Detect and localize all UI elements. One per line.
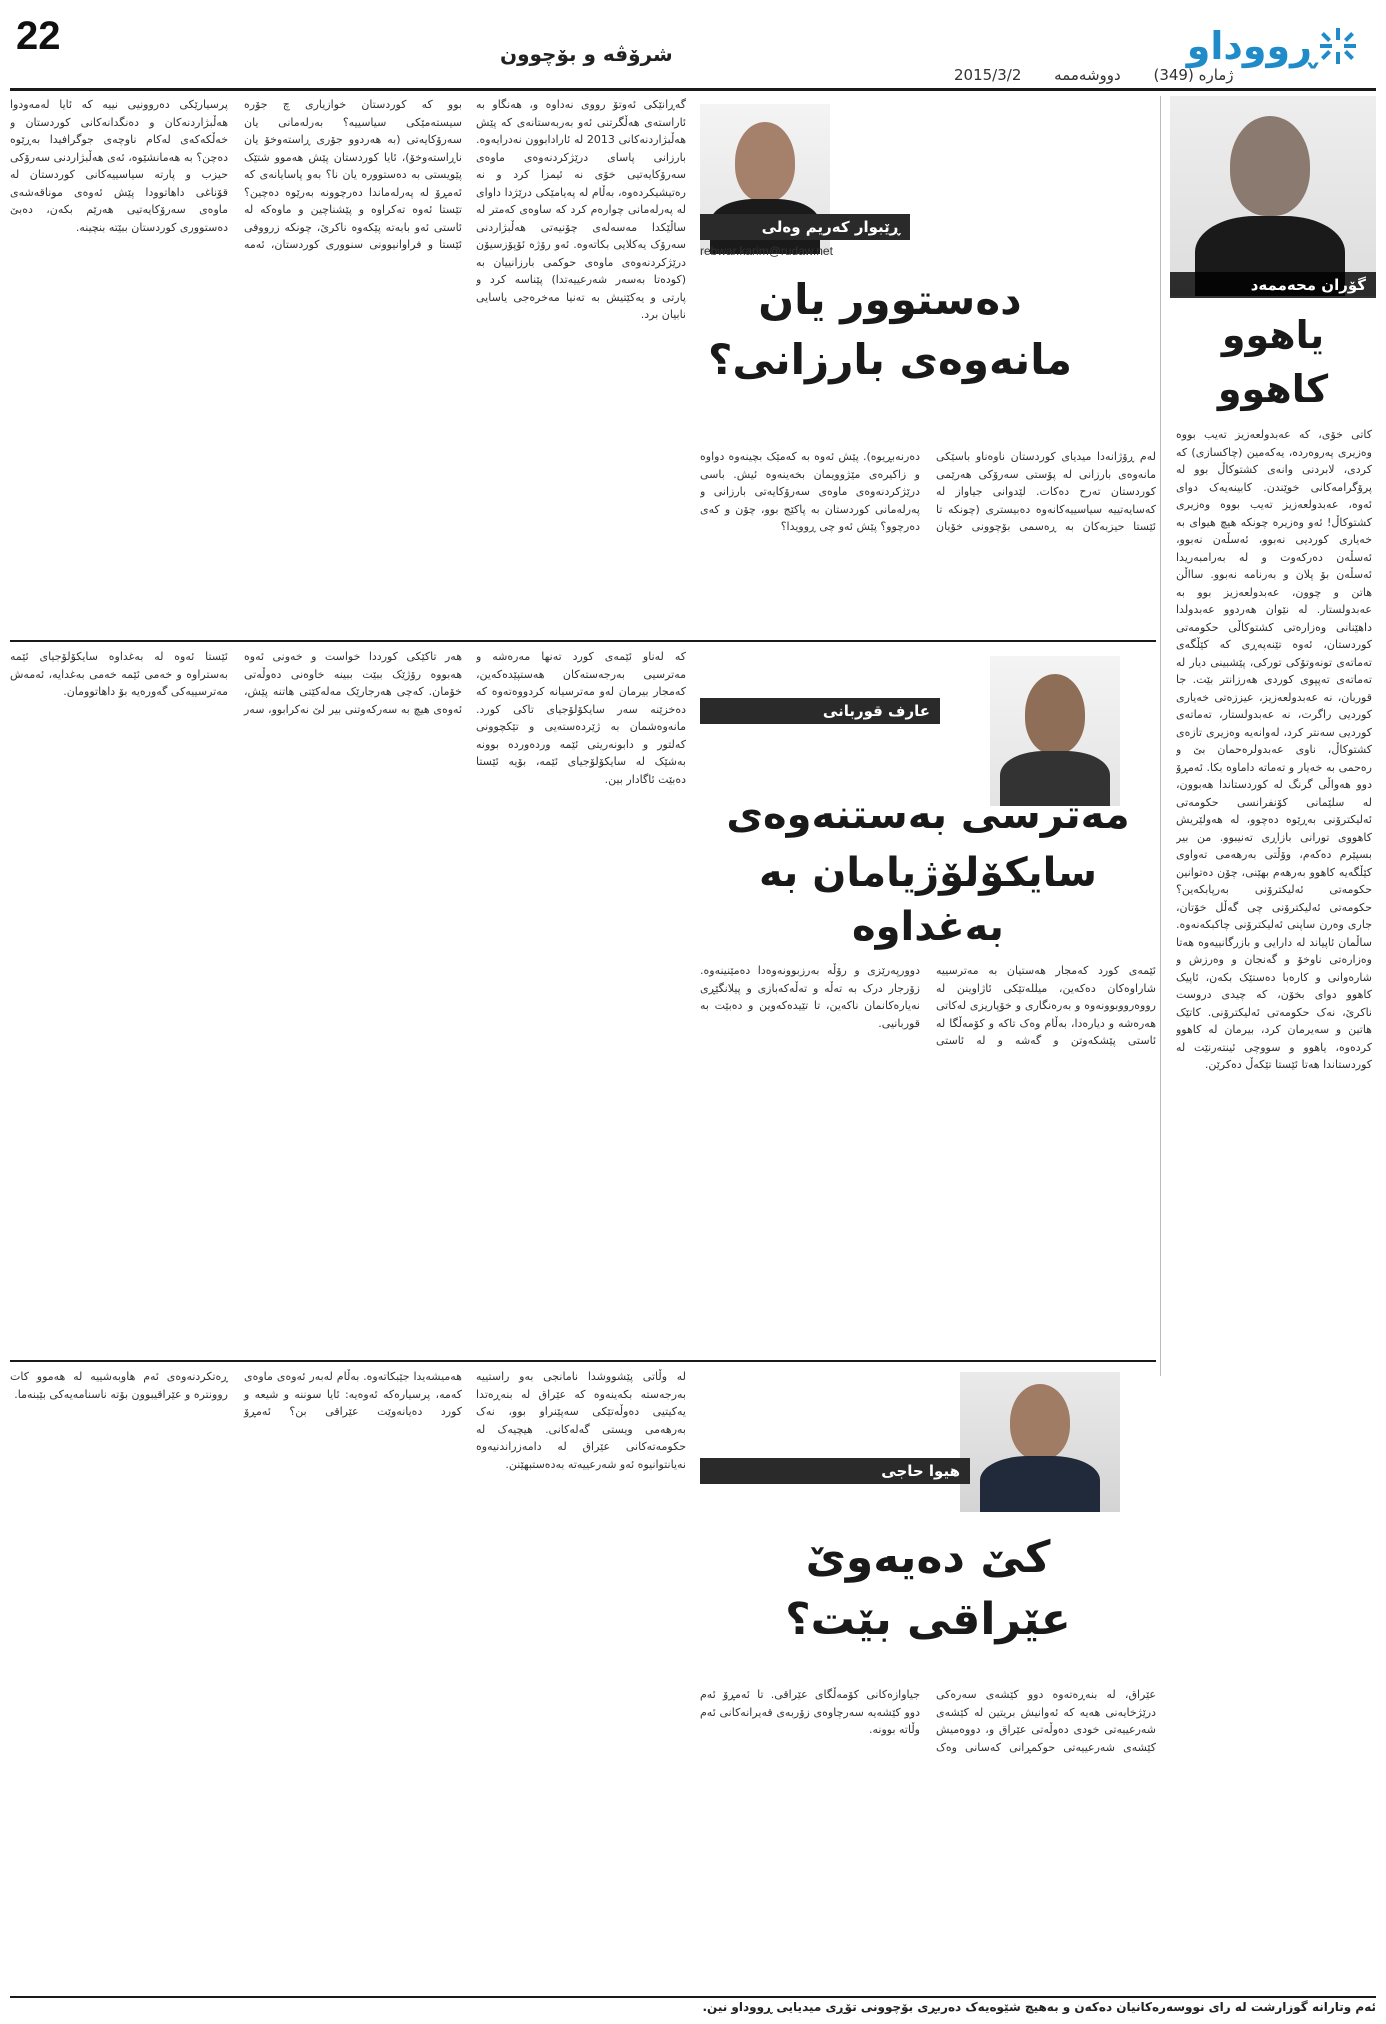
issue-weekday: دووشەممە (1054, 66, 1121, 84)
headline-hiwa-line2: عێراقی بێت؟ (785, 1594, 1071, 1645)
headline-goran-line2: کاهوو (1217, 367, 1329, 411)
author-name-rebwar: ڕێبوار کەریم وەلی (700, 214, 910, 240)
footer-rule (10, 1996, 1376, 1998)
headline-rebwar-line1: دەستوور یان (758, 275, 1022, 324)
article-arif (10, 648, 1156, 1348)
article-goran (1170, 96, 1376, 1376)
article-body-arif-middle: کە لەناو ئێمەی کورد تەنها مەرەشە و مەترسیی بەرجەستەکان هەستپێدەکەین، کەمجار بیرمان لەو مەترسیانە کردووەتەوە کە دەخزێنە سەر سایکۆلۆجیای تاکی کورد. مانەوەشمان بە ژێردەستەیی و تێکچوونی کەلتور و دابونەریتی ئێمە وردەوردە بوونە بەشێک لە سایکۆلۆجیای ئێمە، بۆیە ئێستا دەبێت ئاگادار بین. (476, 650, 686, 786)
headline-arif-line1: مەترسی بەستنەوەی (726, 792, 1130, 838)
issue-info (940, 66, 1248, 84)
author-name-arif: عارف قوربانی (700, 698, 940, 724)
logo-text: ڕووداو (1186, 24, 1316, 68)
headline-goran-line1: یاهوو (1221, 313, 1325, 357)
headline-rebwar-line2: مانەوەی بارزانی؟ (708, 335, 1072, 384)
article-hiwa (10, 1368, 1376, 1990)
author-photo-hiwa[interactable] (960, 1372, 1120, 1512)
section-title: شرۆڤە و بۆچوون (500, 42, 673, 66)
header-rule (10, 88, 1376, 91)
author-photo-goran[interactable] (1170, 96, 1376, 296)
issue-number: ژمارە (349) (1153, 66, 1234, 84)
article-body-rebwar-middle: گەڕانێکی ئەوتۆ رووی نەداوە و، هەنگاو بە ئاراستەی هەڵگرتنی ئەو بەربەستانەی کە پێش هەڵبژاردنەکانی 2013 لە ئارادابوون نەدرایەوە. بارزانی پاسای درێژکردنەوەی ماوەی سەرۆکایەتیی خۆی نە ئیمزا کرد و نە رەتیشیکردەوە، بەڵام لە پەیامێکی درێژدا داوای لە پەرلەمانی چوارەم کرد کە ساوەی کەمتر لە ساڵێکدا مەسەلەی چۆنیەتی هەڵبژاردنی سەرۆک یەکلایی بکاتەوە. ئەو رۆژە ئۆپۆزسیۆن درێژکردنەوەی ماوەی حوکمی بارزانییان بە (کودەتا بەسەر شەرعییەتدا) پێناسە کرد و پارتی و یەکێتیش بە تەنیا مەخرەجی یاسایی نابیان برد. (476, 98, 686, 321)
headline-arif-line2: سایکۆلۆژیامان بە بەغداوە (758, 850, 1097, 950)
article-body-arif-left: هەر تاکێکی کورددا خواست و خەونی ئەوە هەبووە رۆژێک ببێت ببینە خاوەنی دەوڵەتی خۆمان. کەچی هەرجارێک مەلەکێتی هاتنە پێش، ئەوەی هیچ بە سەرکەوتنی بیر لێ نەکرابوو، سەر ئێستا ئەوە لە بەغداوە سایکۆلۆجیای ئێمە بەستراوە و خەمی ئێمە خەمی بەغدایە، ئەمەش مەترسییەکی گەورەیە بۆ داهاتوومان. (10, 650, 462, 716)
article-body-hiwa-middle: لە وڵاتی پێشووشدا نامانجی بەو راستییە بەرجەستە بکەینەوە کە عێراق لە بنەڕەتدا یەکیتیی دەوڵەتێکی سەپێنراو بوو، نەک بەرهەمی ویستی گەلەکانی. هیچیەک لە حکومەتەکانی عێراق لە دامەزراندنیەوە نەیانتوانیوە ئەو شەرعییەتە بەدەستبهێنن. (476, 1370, 686, 1471)
article-divider (10, 1360, 1156, 1362)
page-number: 22 (16, 14, 61, 58)
article-body-rebwar-right: لەم ڕۆژانەدا میدیای کوردستان ناوەناو باسێکی مانەوەی بارزانی لە پۆستی سەرۆکی هەرێمی کوردستان تەرح دەکات. لێدوانی جیاواز لە کەسایەتییە سیاسییەکانەوە دەبیستری (چونکە تا ئێستا حیزبەکان بە ڕەسمی بۆچوونی خۆیان دەرنەبڕیوە). پێش ئەوە بە کەمێک بچینەوە دواوە و زاکیرەی مێژوویمان بخەینەوە ئیش. باسی درێژکردنەوەی ماوەی سەرۆکایەتی بارزانی و پەرلەمانی کوردستان بە پاکێج بوو، چۆن و کەی دەرچوو؟ پێش ئەو چی ڕوویدا؟ (700, 450, 1156, 533)
article-rebwar (10, 96, 1156, 636)
author-name-hiwa: هیوا حاجی (700, 1458, 970, 1484)
article-body-hiwa-left: هەمیشەیدا جێبکاتەوە. بەڵام لەبەر ئەوەی ماوەی کەمە، پرسیارەکە ئەوەیە: ئایا سوننە و شیعە و کورد دەیانەوێت عێراقی بن؟ ئەمڕۆ ڕەتکردنەوەی ئەم هاوبەشییە لە هەموو کات روونترە و عێراقیبوون بۆتە ناسنامەیەکی بێبنەما. (10, 1370, 462, 1418)
logo-burst-icon (1318, 26, 1358, 66)
author-photo-arif[interactable] (990, 656, 1120, 806)
author-name-goran: گۆران محەممەد (1170, 272, 1376, 298)
headline-hiwa-line1: کێ دەیەوێ (805, 1532, 1051, 1583)
article-body-rebwar-left: بوو کە کوردستان خوازیاری چ جۆرە سیستەمێکی سیاسییە؟ بەرلەمانی یان سەرۆکایەتی (بە هەردوو جۆری ڕاستەوخۆ یان ناڕاستەوخۆ)، ئایا کوردستان پێش هەموو شتێک پێویستی بە دەستوورە یان نا؟ بەو پاسایانەی کە ئەمڕۆ لە پەرلەماندا دەرچوونە بەرێوە دەچین؟ تێستا ئەوە تەکراوە و پێشناچین و ماوەکە لە ئاستی ئەو بابەتە پێکەوە ناکرێ، چونکە زرووفی ئێستا و فراوانیوونی سنووری کوردستان، ئەمە پرسیارێکی دەروونیی نییە کە ئایا لەمەودوا هەڵبژاردنەکان و دەنگدانەکانی کوردستان و خەڵکەکەی لەکام ناوچەی جوگرافیدا بەڕێوە دەچن؟ بە هەمانشێوە، ئەی هەڵبژاردنی سەرۆکی حیزب و پارتە سیاسییەکانی کوردستان لە قۆناغی داهاتوودا پێش ئەوەی موناقەشەی ماوەی سەرۆکایەتیی هەرێم بکەن، دەبێ دەستووری کوردستان ببێتە بنچینە. (10, 98, 462, 251)
article-body-arif-right: ئێمەی کورد کەمجار هەستیان بە مەترسییە شاراوەکان دەکەین، میللەتێکی ئاژاوینن لە رووەرووبوونەوە و بەرەنگاری و خۆپاریزی لەکاتی هەرەشە و دیارەدا، بەڵام وەک تاکە و کۆمەڵگا لە ئاستی پێشکەوتن و گەشە و لە ئاستی دوورپەرێزی و رۆڵە بەرزبوونەوەدا دەمێنینەوە. زۆرجار درک بە تەڵە و تەڵەکەبازی و پیلانگێڕی نەیارەکانمان ناکەین، تا تێیدەکەوین و دەبێت بە قوربانیی. (700, 964, 1156, 1047)
issue-date: 2015/3/2 (954, 66, 1022, 84)
article-divider (10, 640, 1156, 642)
article-body-hiwa-right: عێراق، لە بنەڕەتەوە دوو کێشەی سەرەکی درێژخایەنی هەیە کە ئەوانیش بریتین لە کێشەی شەرعییەتی خودی دەوڵەتی عێراق و، دووەمیش کێشەی شەرعییەتی حوکمڕانی کەسانی وەک جیاوازەکانی کۆمەڵگای عێراقی. تا ئەمڕۆ ئەم دوو کێشەیە سەرچاوەی زۆربەی قەیرانەکانی ئەم وڵاتە بوونە. (700, 1688, 1156, 1754)
column-divider (1160, 96, 1161, 1376)
author-email-rebwar[interactable]: rebwar.karim@rudaw.net (700, 244, 833, 258)
article-body-goran: کاتی خۆی، کە عەبدولعەزیز تەیب بووە وەزیری پەروەردە، یەکەمین (چاکسازی) کە کردی، لابردنی وانەی کشتوکاڵ بوو لە پرۆگرامەکانی خوێندن. کابینەیەک دوای ئەوە، عەبدولعەزیز تەیب بووە وەزیری کشتوکاڵ! ئەو وەزیرە چونکە هیچ هیوای بە خەیاری کوردیی نەبوو، ئەسڵەن نەبوو، ئەسڵەن دەرکەوت و لە بەرامبەریدا ئەسڵەن بۆ پلان و بەرنامە نەبوو. سااڵن هاتن و چوون، عەبدولعەزیز بوو بە عەبدولستار. لە نێوان هەردوو عەبدولدا داهێنانی وەزارەتی کشتوکاڵی حکومەتی کوردستان، ئەوە تێنەپەڕی کە کێڵگەی تەماتەی تونەوتۆکی تورکی، پێشبینی دیار لە تەماتەی تەپپوی کوردی هەرزانتر بێت. جا قوربان، نە عەبدولعەزیز، عیززەتی خەیاری کوردیی راگرت، نە عەبدولستار، تەماتەی کوردیی سەنتر کرد، لەوانەیە وەزیری تازەی کشتوکاڵ، ناوی عەبدولرەحمان بێ و رەحمی بە خەیار و تەماتە داماوە بکا. ئەمڕۆ دوو هەواڵی گرنگ لە کوردستاندا هەبوون، لە سلێمانی کۆنفرانسی حکومەتی ئەلیکترۆنی بەڕێوە دەچوو، لە هەولێریش کاهووی تورانی بازاڕی تەنیبوو. من بیر بسپێرم دەکەم، وۆڵتی بەرهەمی تەواوی کێڵگەیە کاهوو بەرهەم بهێنی، چۆن دەتوانین حکومەتی ئەلیکترۆنی بەرپابکەین؟ حکومەتی ئەلیکترۆنی چی گەڵل خۆتان، جاری وەرن ساپنی ئەلیکترۆنی چاکبکەنەوە. ساڵمان ئاپیاند لە دارایی و بازرگانییەوە هەتا وەزارەتی ناوخۆ و گەنجان و وەرزش و شارەوانی و کارەبا دەستێک بکەن، ئاپیک کاهوو دوای بخۆن، کە چیدی دروست ناکرێ، نەک حکومەتی ئەلیکترۆنی. کاتێک هاتین و سەیرمان کرد، بیرمان لە کاهوو کردەوە، یاهوو و سووچی ئینتەرنێت لە کوردستاندا هەتا ئێستا تێکەڵ دەکرێن. (1176, 428, 1372, 1071)
footer-disclaimer: ئەم وتارانە گوزارشت لە رای نووسەرەکانیان دەکەن و بەهیچ شێوەیەک دەربڕی بۆچوونی تۆڕی میدیایی ڕووداو نین. (702, 2000, 1376, 2014)
